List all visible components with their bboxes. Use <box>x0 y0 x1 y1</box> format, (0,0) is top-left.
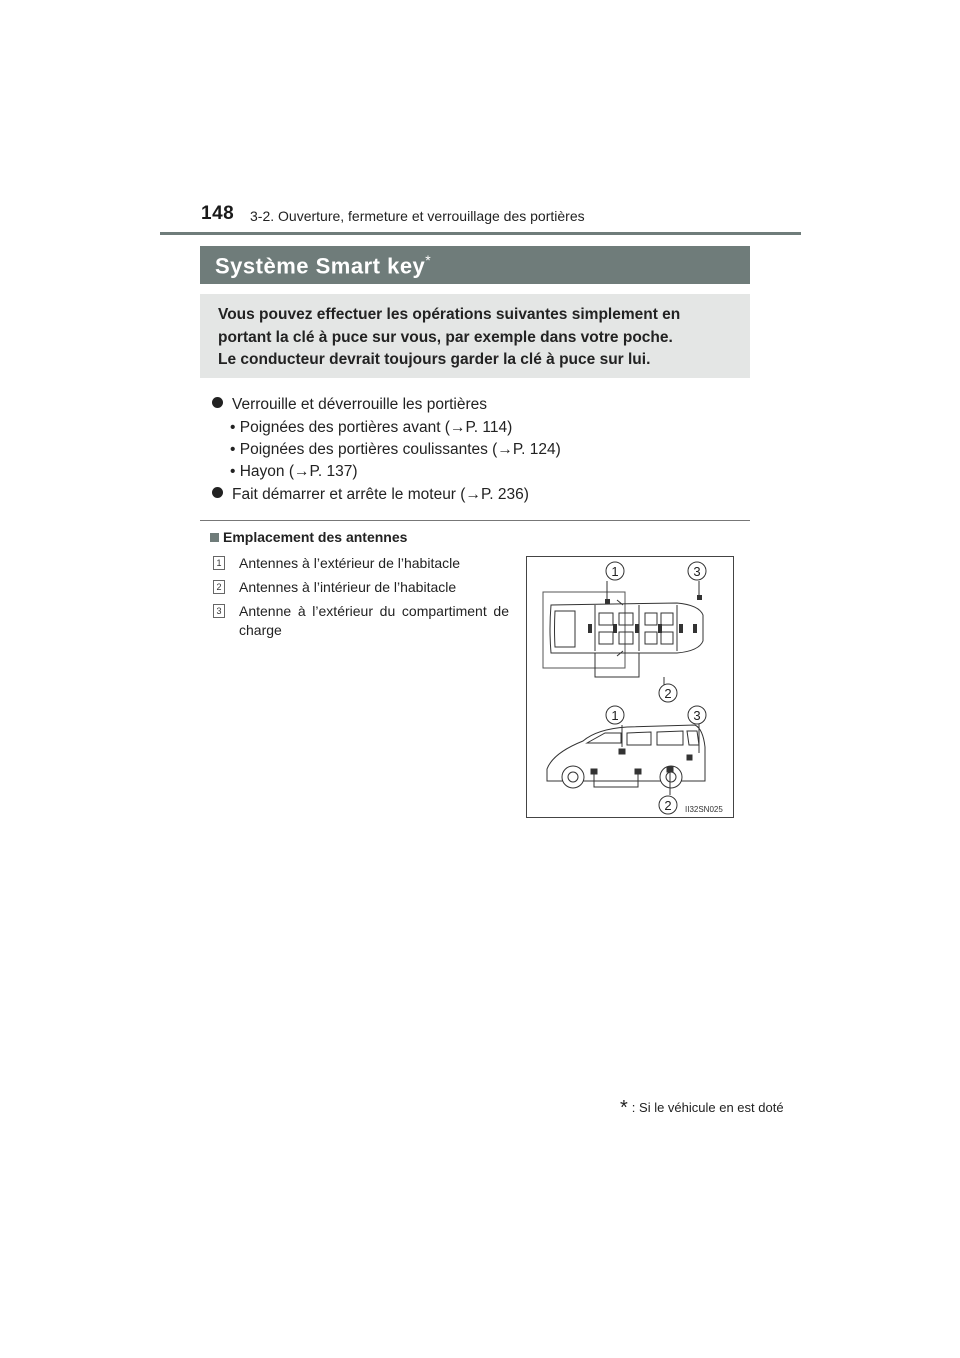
optional-equipment-star: * <box>425 252 432 268</box>
bullet-text: Verrouille et déverrouille les portières <box>232 396 488 413</box>
legend-text: Antennes à l’extérieur de l’habitacle <box>239 555 461 571</box>
callout-label: 3 <box>693 564 701 579</box>
legend-item <box>213 554 513 573</box>
divider <box>200 520 750 521</box>
number-marker: 2 <box>213 580 225 594</box>
section-title-bar <box>200 246 750 284</box>
footnote <box>620 1097 784 1120</box>
bullet-dot <box>212 397 223 408</box>
callout-label: 1 <box>611 564 619 579</box>
legend-text: Antennes à l’intérieur de l’habitacle <box>239 579 457 595</box>
antenna-location-figure <box>526 556 734 818</box>
asterisk-icon: * <box>620 1097 628 1119</box>
intro-line: Le conducteur devrait toujours garder la clé à puce sur lui. <box>218 351 651 368</box>
subsection-heading-text: Emplacement des antennes <box>223 529 408 545</box>
bullet-item <box>212 396 487 414</box>
intro-line: portant la clé à puce sur vous, par exemple dans votre poche. <box>218 328 673 346</box>
intro-text <box>218 304 736 372</box>
callout-label: 2 <box>664 686 672 701</box>
bullet-dot <box>212 487 223 498</box>
sub-item: • Poignées des portières coulissantes (→P. 124) <box>230 441 561 458</box>
sub-item: • Hayon (→P. 137) <box>230 463 358 480</box>
callout-label: 2 <box>664 798 672 813</box>
section-title-text: Système Smart key <box>215 253 426 279</box>
callout-label: 1 <box>611 708 619 723</box>
section-title <box>215 252 431 279</box>
car-side-view-icon <box>547 725 705 788</box>
intro-line: Vous pouvez effectuer les opérations suivantes simplement en <box>218 306 681 323</box>
sub-item: • Poignées des portières avant (→P. 114) <box>230 419 513 436</box>
subsection-heading <box>210 529 407 545</box>
legend-text: Antenne à l’extérieur du compartiment de charge <box>239 603 509 638</box>
footnote-text: : Si le véhicule en est doté <box>631 1100 784 1115</box>
number-marker: 1 <box>213 556 225 570</box>
intro-box <box>200 294 750 378</box>
square-bullet-icon <box>210 533 219 542</box>
page-number: 148 <box>201 203 235 224</box>
header-rule <box>160 232 801 235</box>
bullet-item <box>212 486 529 504</box>
chapter-title: 3-2. Ouverture, fermeture et verrouillage des portières <box>250 208 585 224</box>
legend-item <box>213 602 513 642</box>
figure-code: II32SN025 <box>685 805 723 814</box>
vehicle-diagram <box>527 557 733 817</box>
bullet-text: Fait démarrer et arrête le moteur (→P. 236) <box>232 486 529 503</box>
number-marker: 3 <box>213 604 225 618</box>
callout-label: 3 <box>693 708 701 723</box>
legend-item <box>213 578 513 597</box>
